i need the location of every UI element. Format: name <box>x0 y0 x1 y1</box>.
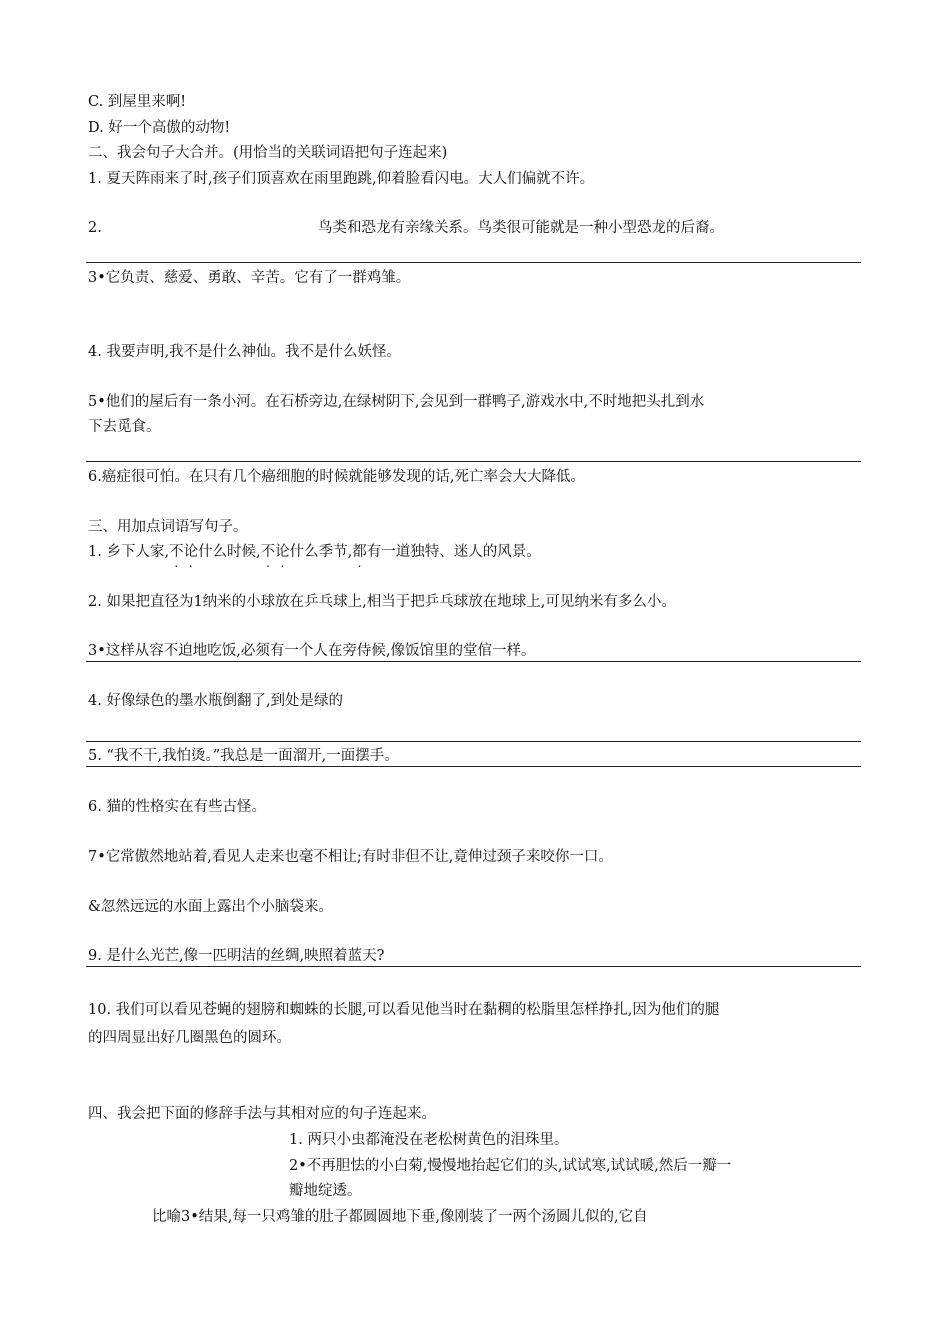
s3-item-1-mid: 什么季节, <box>289 544 353 560</box>
s3-item-1-post: 有一道独特、迷人的风景。 <box>366 544 541 560</box>
option-c: C. 到屋里来啊! <box>88 94 187 110</box>
dotted-char: 论 <box>183 544 199 560</box>
s2-item-2-text: 鸟类和恐龙有亲缘关系。鸟类很可能就是一种小型恐龙的后裔。 <box>318 220 724 236</box>
s3-item-8: &忽然远远的水面上露出个小脑袋来。 <box>88 899 333 915</box>
answer-line <box>86 661 861 662</box>
dotted-char: 都 <box>352 544 367 560</box>
s4-item-3 <box>152 1207 648 1227</box>
s3-item-5: 5. “我不干,我怕烫。”我总是一面溜开,一面摆手。 <box>88 748 399 764</box>
section-3-title: 三、用加点词语写句子。 <box>88 519 248 535</box>
s4-item-1: 1. 两只小虫都淹没在老松树黄色的泪珠里。 <box>289 1132 569 1148</box>
s3-item-1 <box>88 542 541 562</box>
s2-item-5-line-1: 5•他们的屋后有一条小河。在石桥旁边,在绿树阴下,会见到一群鸭子,游戏水中,不时地把头扎到水 <box>88 394 705 410</box>
s2-item-6: 6.癌症很可怕。在只有几个癌细胞的时候就能够发现的话,死亡率会大大降低。 <box>88 469 585 485</box>
rhetoric-label-simile: 比喻 <box>152 1209 181 1225</box>
s3-item-10-line-2: 的四周显出好几圈黑色的圆环。 <box>88 1030 291 1046</box>
s3-item-3: 3•这样从容不迫地吃饭,必须有一个人在旁侍候,像饭馆里的堂倌一样。 <box>88 643 536 659</box>
s4-item-2-line-2: 瓣地绽透。 <box>289 1183 362 1199</box>
s4-item-3-text: 3•结果,每一只鸡雏的肚子都圆圆地下垂,像刚装了一两个汤圆儿似的,它自 <box>181 1209 648 1225</box>
dotted-char: 不 <box>260 544 276 560</box>
s4-item-2-line-1: 2•不再胆怯的小白菊,慢慢地抬起它们的头,试试寒,试试暖,然后一瓣一 <box>289 1158 732 1174</box>
option-d: D. 好一个高傲的动物! <box>88 120 231 136</box>
s3-item-2: 2. 如果把直径为1纳米的小球放在乒乓球上,相当于把乒乓球放在地球上,可见纳米有多么小。 <box>88 594 676 610</box>
s3-item-4: 4. 好像绿色的墨水瓶倒翻了,到处是绿的 <box>88 693 344 709</box>
section-4-title: 四、我会把下面的修辞手法与其相对应的句子连起来。 <box>88 1106 436 1122</box>
answer-line <box>86 966 861 967</box>
section-2-title: 二、我会句子大合并。(用恰当的关联词语把句子连起来) <box>88 145 448 161</box>
answer-line <box>86 262 861 263</box>
s3-item-9: 9. 是什么光芒,像一匹明洁的丝绸,映照着蓝天? <box>88 948 385 964</box>
answer-line <box>86 766 861 767</box>
answer-line <box>86 461 861 462</box>
s2-item-5-line-2: 下去觅食。 <box>88 419 161 435</box>
s3-item-1-mid: 什么时候, <box>198 544 261 560</box>
answer-line <box>86 741 861 742</box>
s3-item-1-pre: 1. 乡下人家, <box>88 544 170 560</box>
s2-item-4: 4. 我要声明,我不是什么神仙。我不是什么妖怪。 <box>88 344 402 360</box>
s2-item-2-number: 2. <box>88 220 102 236</box>
dotted-char: 不 <box>169 544 184 560</box>
dotted-char: 论 <box>275 544 290 560</box>
s3-item-10-line-1: 10. 我们可以看见苍蝇的翅膀和蜘蛛的长腿,可以看见他当时在黏稠的松脂里怎样挣扎,因为他们的腿 <box>88 1002 720 1018</box>
s2-item-3: 3•它负责、慈爱、勇敢、辛苦。它有了一群鸡雏。 <box>88 270 411 286</box>
s3-item-6: 6. 猫的性格实在有些古怪。 <box>88 799 266 815</box>
s2-item-1: 1. 夏天阵雨来了时,孩子们顶喜欢在雨里跑跳,仰着脸看闪电。大人们偏就不许。 <box>88 171 595 187</box>
s3-item-7: 7•它常傲然地站着,看见人走来也毫不相让;有时非但不让,竟伸过颈子来咬你一口。 <box>88 849 613 865</box>
